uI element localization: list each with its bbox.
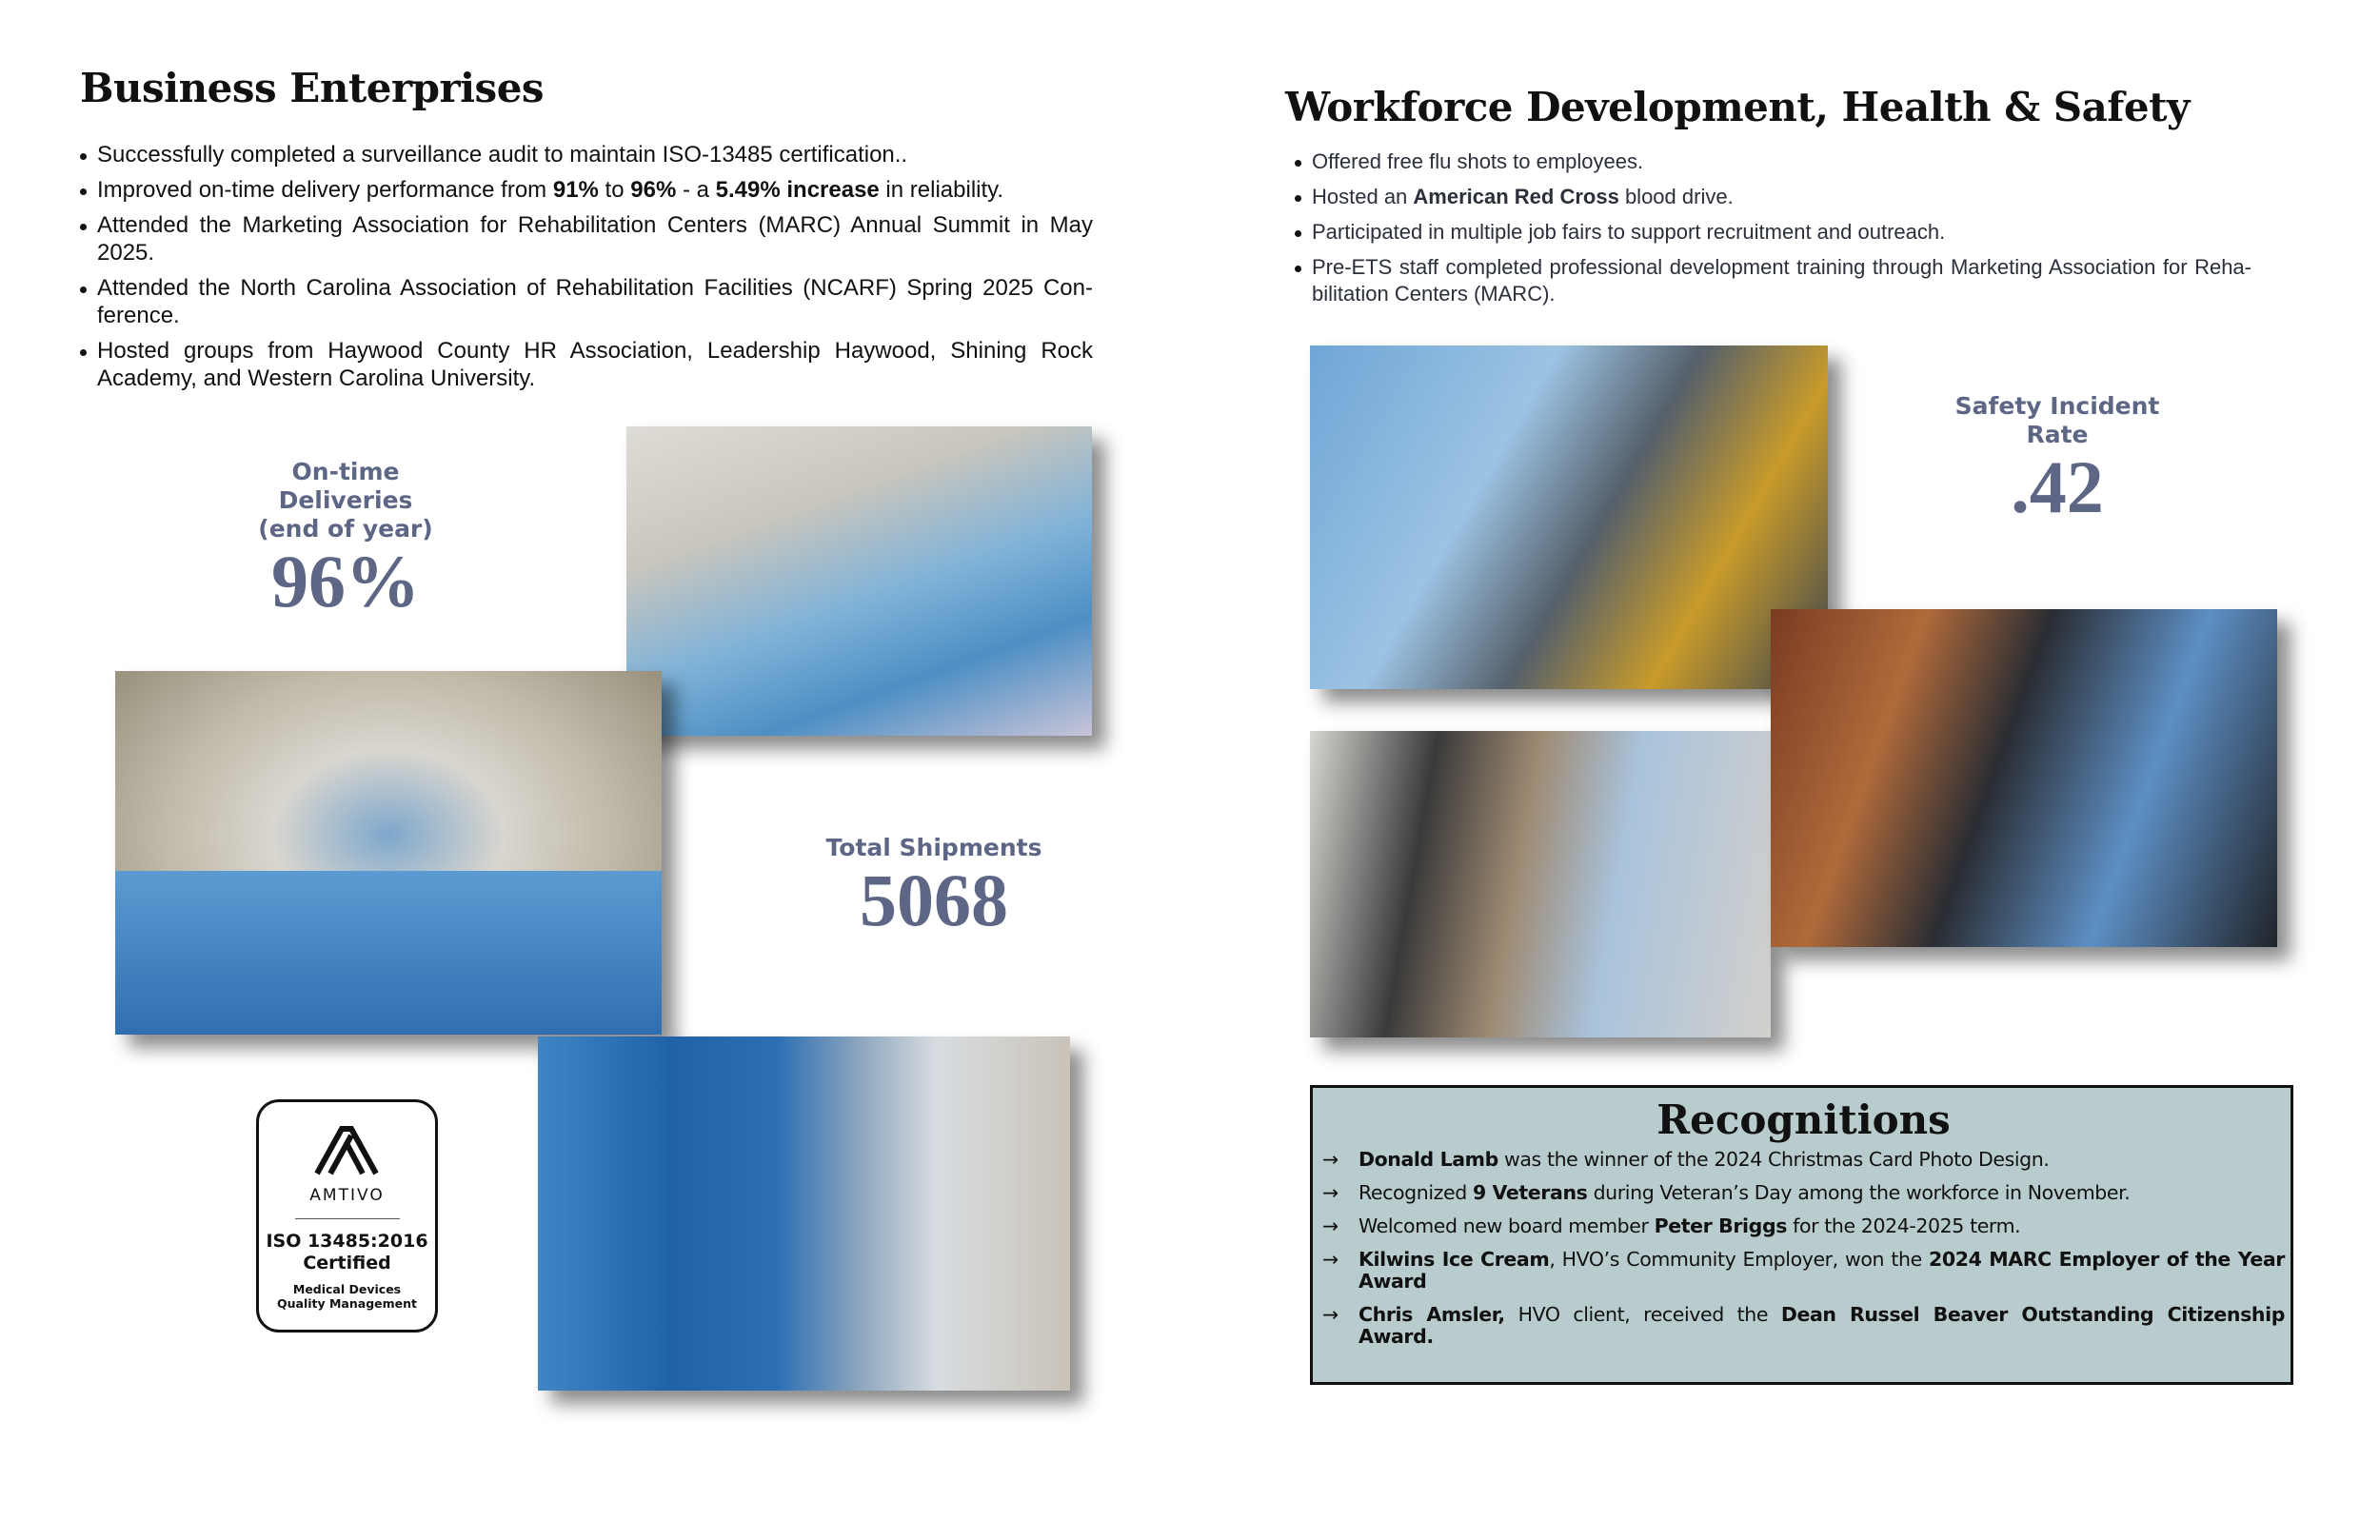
list-item	[1295, 254, 2251, 307]
stat-safety-incident-rate	[1934, 392, 2181, 528]
stat-label: Total Shipments	[825, 834, 1042, 861]
stat-value: .42	[2011, 445, 2104, 528]
list-item	[1322, 1249, 2285, 1293]
photo-worker-glasses	[1310, 346, 1828, 689]
text: Attended the North Carolina Association of Rehabilitation Facilities (NCARF) Spring 2025 Con-ference.	[97, 275, 1093, 328]
bold-text: 9 Veterans	[1472, 1181, 1588, 1204]
text: during Veteran’s Day among the workforce in November.	[1587, 1181, 2131, 1204]
text: to	[598, 177, 631, 203]
recognitions-list	[1322, 1149, 2285, 1348]
text: for the 2024-2025 term.	[1787, 1214, 2021, 1237]
bold-text: 2024 MARC Employer of the Year Award	[1359, 1248, 2285, 1293]
photo-forklift-driver	[1771, 609, 2277, 947]
bold-text: Dean Russel Beaver Outstanding Citizenship Award.	[1359, 1303, 2285, 1348]
workforce-bullets	[1295, 148, 2251, 316]
list-item	[1322, 1149, 2285, 1171]
list-item	[1322, 1215, 2285, 1237]
text: blood drive.	[1618, 185, 1734, 208]
business-bullets	[80, 141, 1093, 400]
bold-text: American Red Cross	[1413, 185, 1619, 208]
photo-worker-hairnet-smiling	[626, 426, 1092, 736]
list-item	[1295, 148, 2251, 175]
iso-certification-badge	[256, 1099, 438, 1333]
stat-value: 96%	[271, 540, 420, 622]
arrow-right-icon: →	[1322, 1248, 1339, 1271]
badge-iso: ISO 13485:2016	[266, 1231, 428, 1252]
photo-worker-machine	[1310, 731, 1771, 1037]
text: Attended the Marketing Association for Rehabilitation Centers (MARC) Annual Summit in May 2025.	[97, 212, 1093, 266]
text: Successfully completed a surveillance audit to maintain ISO-13485 certification..	[97, 142, 908, 168]
text: HVO client, received the	[1504, 1303, 1781, 1326]
arrow-right-icon: →	[1322, 1303, 1339, 1326]
stat-ontime-deliveries	[231, 458, 460, 620]
recognitions-title: Recognitions	[1656, 1096, 1951, 1143]
list-item	[1322, 1304, 2285, 1348]
section-title-business-enterprises: Business Enterprises	[80, 65, 545, 111]
text: Recognized	[1359, 1181, 1473, 1204]
text: - a	[676, 177, 716, 203]
badge-line2: Quality Management	[276, 1296, 417, 1311]
badge-divider	[295, 1218, 400, 1219]
stat-label: Safety Incident	[1954, 392, 2160, 420]
bold-text: Donald Lamb	[1359, 1148, 1498, 1171]
amtivo-logo-icon	[309, 1121, 386, 1178]
arrow-right-icon: →	[1322, 1148, 1339, 1171]
bold-text: Kilwins Ice Cream	[1359, 1248, 1550, 1271]
text: was the winner of the 2024 Christmas Card Photo Design.	[1497, 1148, 2050, 1171]
text: , HVO’s Community Employer, won the	[1549, 1248, 1929, 1271]
list-item	[1295, 184, 2251, 210]
stat-value: 5068	[860, 859, 1008, 941]
arrow-right-icon: →	[1322, 1181, 1339, 1204]
arrow-right-icon: →	[1322, 1214, 1339, 1237]
list-item	[1295, 219, 2251, 246]
recognitions-box	[1310, 1085, 2293, 1385]
list-item	[80, 176, 1093, 204]
stat-sublabel: (end of year)	[258, 515, 433, 543]
text: Offered free flu shots to employees.	[1312, 149, 1644, 173]
bold-text: 96%	[630, 177, 677, 203]
photo-machines-worker	[538, 1037, 1070, 1391]
text: in reliability.	[879, 177, 1004, 203]
stat-sublabel: Rate	[2026, 421, 2089, 448]
text: Pre-ETS staff completed professional development training through Marketing Association for Reha-bilitation Centers (MARC).	[1312, 255, 2251, 306]
list-item	[80, 337, 1093, 392]
list-item	[80, 211, 1093, 267]
list-item	[1322, 1182, 2285, 1204]
bold-text: 5.49% increase	[715, 177, 880, 203]
bold-text: 91%	[552, 177, 599, 203]
stat-total-shipments	[801, 834, 1067, 941]
bold-text: Peter Briggs	[1654, 1214, 1788, 1237]
photo-worker-blue-fabric	[115, 671, 662, 1035]
text: Participated in multiple job fairs to support recruitment and outreach.	[1312, 220, 1946, 244]
text: Hosted an	[1312, 185, 1414, 208]
list-item	[80, 141, 1093, 168]
list-item	[80, 274, 1093, 329]
badge-certified: Certified	[303, 1253, 391, 1273]
badge-brand: AMTIVO	[309, 1186, 385, 1205]
text: Improved on-time delivery performance from	[97, 177, 553, 203]
text: Hosted groups from Haywood County HR Association, Leadership Haywood, Shining Rock Academy, and Western Carolina University.	[97, 338, 1093, 391]
bold-text: Chris Amsler,	[1359, 1303, 1505, 1326]
section-title-workforce: Workforce Development, Health & Safety	[1285, 84, 2190, 130]
stat-label: On-time Deliveries	[278, 458, 413, 514]
badge-line1: Medical Devices	[292, 1282, 402, 1296]
text: Welcomed new board member	[1359, 1214, 1655, 1237]
